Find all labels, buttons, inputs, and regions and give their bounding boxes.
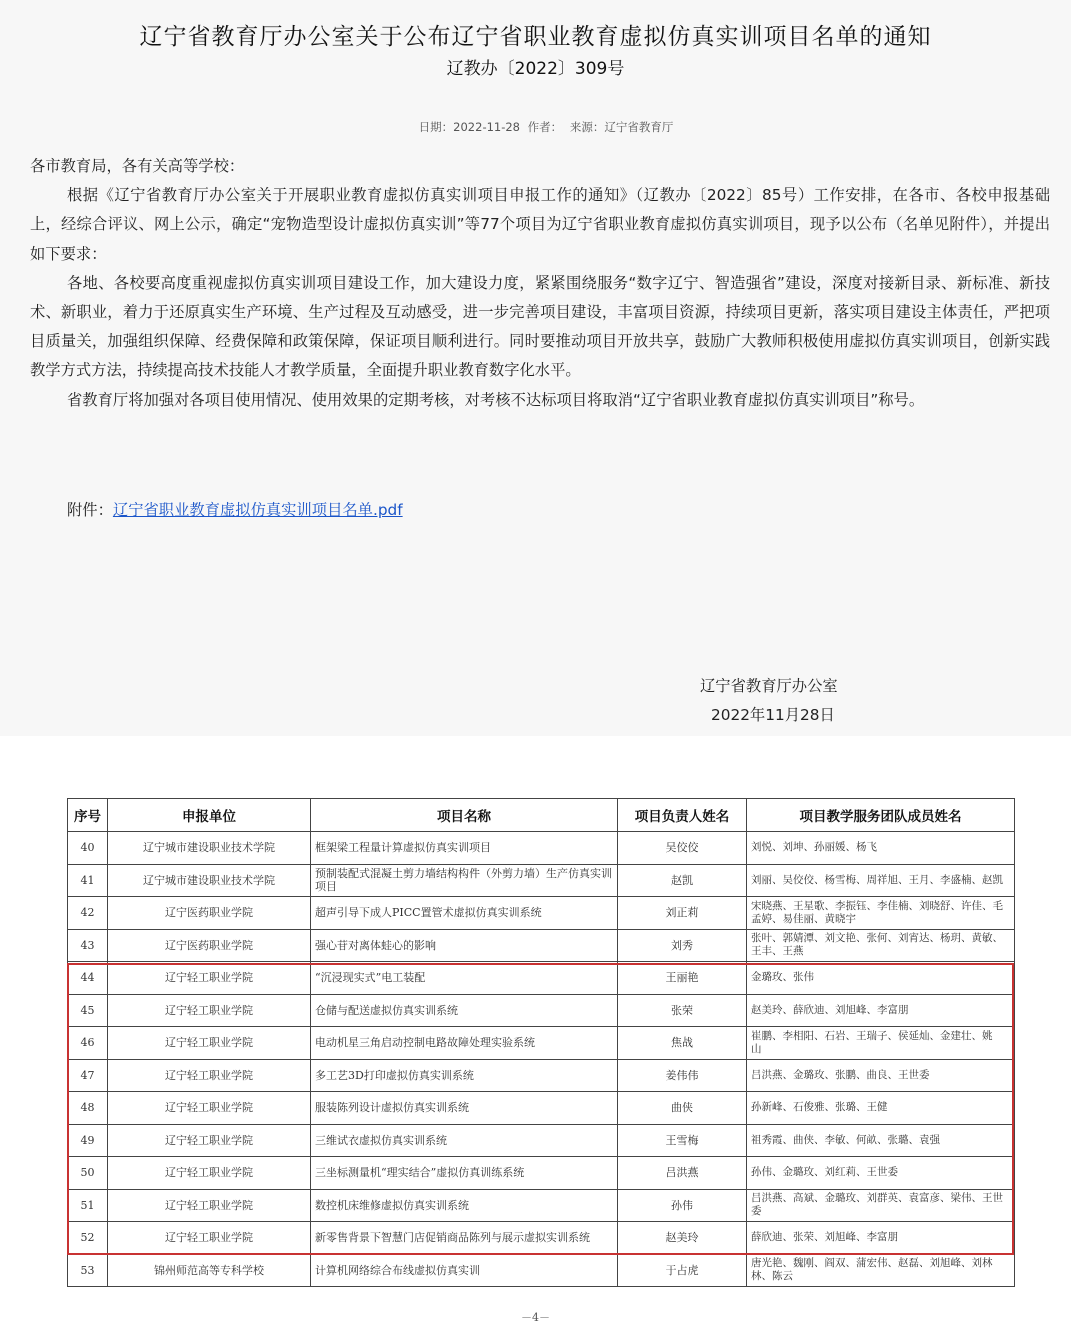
table-row: [68, 864, 1015, 897]
cell-index: 49: [68, 1124, 108, 1157]
cell-team: 赵美玲、薛欣迪、刘旭峰、李富朋: [747, 994, 1015, 1027]
cell-unit: 辽宁城市建设职业技术学院: [108, 832, 311, 865]
cell-index: 51: [68, 1189, 108, 1222]
cell-leader: 姜伟伟: [618, 1059, 747, 1092]
cell-project: 仓储与配送虚拟仿真实训系统: [311, 994, 618, 1027]
cell-project: 框架梁工程量计算虚拟仿真实训项目: [311, 832, 618, 865]
cell-unit: 辽宁轻工职业学院: [108, 1092, 311, 1125]
table-row: [68, 1027, 1015, 1060]
cell-project: 服装陈列设计虚拟仿真实训系统: [311, 1092, 618, 1125]
table-body: [68, 832, 1015, 1287]
cell-leader: 张荣: [618, 994, 747, 1027]
cell-team: 张叶、郭婧潭、刘文艳、张何、刘宵达、杨玥、黄敏、王丰、王燕: [747, 929, 1015, 962]
cell-index: 48: [68, 1092, 108, 1125]
cell-unit: 辽宁轻工职业学院: [108, 1189, 311, 1222]
cell-project: 数控机床维修虚拟仿真实训系统: [311, 1189, 618, 1222]
cell-team: 孙伟、金璐玫、刘红莉、王世委: [747, 1157, 1015, 1190]
paragraph-3: 省教育厅将加强对各项目使用情况、使用效果的定期考核，对考核不达标项目将取消“辽宁省职业教育虚拟仿真实训项目”称号。: [67, 390, 925, 409]
cell-project: 预制装配式混凝土剪力墙结构构件（外剪力墙）生产仿真实训项目: [311, 864, 618, 897]
cell-unit: 辽宁轻工职业学院: [108, 994, 311, 1027]
cell-project: 电动机星三角启动控制电路故障处理实验系统: [311, 1027, 618, 1060]
cell-team: 薛欣迪、张荣、刘旭峰、李富朋: [747, 1222, 1015, 1255]
cell-team: 宋晓燕、王星歌、李振钰、李佳楠、刘晓舒、许佳、毛孟婷、易佳丽、黄晓宇: [747, 897, 1015, 930]
cell-unit: 辽宁轻工职业学院: [108, 1059, 311, 1092]
cell-unit: 辽宁轻工职业学院: [108, 1124, 311, 1157]
cell-project: 超声引导下成人PICC置管术虚拟仿真实训系统: [311, 897, 618, 930]
cell-index: 40: [68, 832, 108, 865]
table-row: [68, 832, 1015, 865]
cell-unit: 辽宁城市建设职业技术学院: [108, 864, 311, 897]
cell-team: 刘悦、刘坤、孙丽媛、杨飞: [747, 832, 1015, 865]
table-header-row: [68, 799, 1015, 832]
cell-unit: 锦州师范高等专科学校: [108, 1254, 311, 1287]
header-leader: 项目负责人姓名: [618, 799, 747, 832]
cell-leader: 王丽艳: [618, 962, 747, 995]
cell-index: 52: [68, 1222, 108, 1255]
cell-team: 吕洪燕、金璐玫、张鹏、曲良、王世委: [747, 1059, 1015, 1092]
cell-leader: 孙伟: [618, 1189, 747, 1222]
header-project: 项目名称: [311, 799, 618, 832]
cell-leader: 赵美玲: [618, 1222, 747, 1255]
table-row: [68, 897, 1015, 930]
cell-index: 47: [68, 1059, 108, 1092]
attachment-link[interactable]: 辽宁省职业教育虚拟仿真实训项目名单.pdf: [112, 501, 403, 519]
table-row: [68, 1254, 1015, 1287]
cell-team: 金璐玫、张伟: [747, 962, 1015, 995]
cell-leader: 赵凯: [618, 864, 747, 897]
cell-index: 41: [68, 864, 108, 897]
cell-leader: 刘秀: [618, 929, 747, 962]
cell-unit: 辽宁轻工职业学院: [108, 1222, 311, 1255]
notice-meta: [0, 119, 1071, 135]
document-number: 辽教办〔2022〕309号: [446, 59, 625, 79]
cell-leader: 吕洪燕: [618, 1157, 747, 1190]
table-row: [68, 1059, 1015, 1092]
cell-index: 53: [68, 1254, 108, 1287]
cell-leader: 焦战: [618, 1027, 747, 1060]
attachment: [67, 498, 403, 520]
table-row: [68, 1222, 1015, 1255]
notice-title: 辽宁省教育厅办公室关于公布辽宁省职业教育虚拟仿真实训项目名单的通知: [139, 24, 932, 50]
attachment-label: 附件：: [67, 501, 113, 519]
cell-project: 三维试衣虚拟仿真实训系统: [311, 1124, 618, 1157]
paragraph-2: 各地、各校要高度重视虚拟仿真实训项目建设工作，加大建设力度，紧紧围绕服务“数字辽宁、智造强省”建设，深度对接新目录、新标准、新技术、新职业，着力于还原真实生产环境、生产过程及互动感受，进一步完善项目建设，丰富项目资源，持续项目更新，落实项目建设主体责任，严把项目质量关，加强组织保障、经费保障和政策保障，保证项目顺利进行。同时要推动项目开放共享，鼓励广大教师积极使用虚拟仿真实训项目，创新实践教学方式方法，持续提高技术技能人才教学质量，全面提升职业教育数字化水平。: [30, 273, 1050, 380]
table-row: [68, 1124, 1015, 1157]
cell-team: 崔鹏、李相阳、石岩、王瑞子、侯延灿、金建壮、姚 山: [747, 1027, 1015, 1060]
table-row: [68, 929, 1015, 962]
header-team: 项目教学服务团队成员姓名: [747, 799, 1015, 832]
project-list-table: [67, 798, 1015, 1287]
cell-team: 祖秀霞、曲侠、李敏、何畝、张璐、袁强: [747, 1124, 1015, 1157]
paragraph-1: 根据《辽宁省教育厅办公室关于开展职业教育虚拟仿真实训项目申报工作的通知》（辽教办〔2022〕85号）工作安排，在各市、各校申报基础上，经综合评议、网上公示，确定“宠物造型设计虚拟仿真实训”等77个项目为辽宁省职业教育虚拟仿真实训项目，现予以公布（名单见附件），并提出如下要求：: [30, 186, 1050, 263]
cell-unit: 辽宁医药职业学院: [108, 929, 311, 962]
cell-leader: 于占虎: [618, 1254, 747, 1287]
cell-team: 刘丽、吴佼佼、杨雪梅、周祥旭、王月、李盛楠、赵凯: [747, 864, 1015, 897]
page-number: －4－: [521, 1311, 550, 1324]
cell-leader: 吴佼佼: [618, 832, 747, 865]
publish-date: 日期：2022-11-28: [418, 120, 521, 134]
signature-date: 2022年11月28日: [711, 706, 835, 724]
table-row: [68, 962, 1015, 995]
cell-unit: 辽宁医药职业学院: [108, 897, 311, 930]
cell-unit: 辽宁轻工职业学院: [108, 1027, 311, 1060]
signature-org: 辽宁省教育厅办公室: [700, 677, 838, 695]
cell-index: 45: [68, 994, 108, 1027]
cell-project: 三坐标测量机“理实结合”虚拟仿真训练系统: [311, 1157, 618, 1190]
cell-team: 吕洪燕、高斌、金璐玫、刘群英、袁富彦、梁伟、王世委: [747, 1189, 1015, 1222]
cell-project: 计算机网络综合布线虚拟仿真实训: [311, 1254, 618, 1287]
cell-project: 强心苷对离体蛙心的影响: [311, 929, 618, 962]
cell-leader: 曲侠: [618, 1092, 747, 1125]
table-row: [68, 1092, 1015, 1125]
cell-leader: 王雪梅: [618, 1124, 747, 1157]
cell-team: 孙新峰、石俊雅、张璐、王健: [747, 1092, 1015, 1125]
author: 作者：: [527, 120, 563, 134]
cell-leader: 刘正莉: [618, 897, 747, 930]
header-unit: 申报单位: [108, 799, 311, 832]
cell-unit: 辽宁轻工职业学院: [108, 962, 311, 995]
table-row: [68, 1189, 1015, 1222]
cell-project: “沉浸现实式”电工装配: [311, 962, 618, 995]
cell-project: 新零售背景下智慧门店促销商品陈列与展示虚拟实训系统: [311, 1222, 618, 1255]
cell-index: 50: [68, 1157, 108, 1190]
table-row: [68, 994, 1015, 1027]
cell-project: 多工艺3D打印虚拟仿真实训系统: [311, 1059, 618, 1092]
table-row: [68, 1157, 1015, 1190]
header-index: 序号: [68, 799, 108, 832]
cell-index: 46: [68, 1027, 108, 1060]
cell-unit: 辽宁轻工职业学院: [108, 1157, 311, 1190]
cell-index: 43: [68, 929, 108, 962]
source: 来源：辽宁省教育厅: [569, 120, 674, 134]
cell-index: 44: [68, 962, 108, 995]
cell-team: 唐光艳、魏刚、阎双、蒲宏伟、赵磊、刘旭峰、刘林林、陈云: [747, 1254, 1015, 1287]
salutation: 各市教育局，各有关高等学校：: [30, 157, 245, 175]
notice-body: [30, 152, 1050, 415]
cell-index: 42: [68, 897, 108, 930]
